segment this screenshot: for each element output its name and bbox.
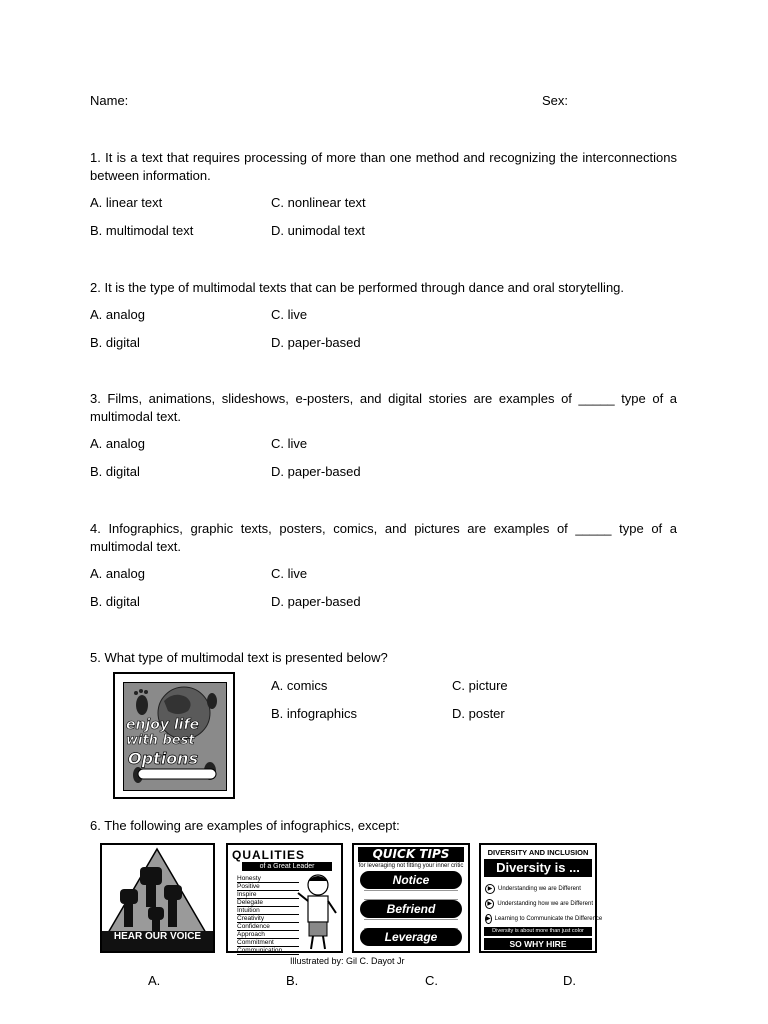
diversity-item: [485, 896, 593, 911]
diversity-item-text: Learning to Communicate the Difference: [494, 915, 603, 922]
illustration-credit: Illustrated by: Gil C. Dayot Jr: [290, 956, 405, 966]
quality-item: Approach: [237, 931, 299, 939]
q3-option-b: B. digital: [90, 464, 140, 479]
tip-befriend: Befriend: [360, 900, 462, 918]
quality-item: Intuition: [237, 907, 299, 915]
poster-line-2: with best: [126, 733, 195, 748]
quality-item: Commitment: [237, 939, 299, 947]
quality-item: Confidence: [237, 923, 299, 931]
q2-option-d: D. paper-based: [271, 335, 361, 350]
infographic-d-footer: SO WHY HIRE DIVERSITY?: [484, 938, 592, 950]
infographic-c-image: [352, 843, 470, 953]
q5-option-d: D. poster: [452, 706, 505, 721]
quality-item: Honesty: [237, 875, 299, 883]
choice-letter-a: A.: [148, 973, 161, 988]
q3-option-d: D. paper-based: [271, 464, 361, 479]
infographic-c-title: QUICK TIPS: [358, 847, 464, 862]
tip-leverage: Leverage: [360, 928, 462, 946]
diversity-item: [485, 881, 593, 896]
question-3-text: 3. Films, animations, slideshows, e-posters, and digital stories are examples of _____ type of a multimodal text.: [90, 391, 677, 424]
infographic-d-title: DIVERSITY AND INCLUSION: [487, 848, 589, 857]
tip-notice-text-lines: [364, 890, 458, 900]
q3-option-a: A. analog: [90, 436, 145, 451]
infographic-b-subtitle: of a Great Leader: [242, 862, 332, 871]
q2-option-c: C. live: [271, 307, 308, 322]
question-1-text: 1. It is a text that requires processing of more than one method and recognizing the interconnections between information.: [90, 150, 677, 183]
arrow-circle-icon: ▶: [485, 899, 494, 909]
q1-option-b: B. multimodal text: [90, 223, 194, 238]
q2-option-a: A. analog: [90, 307, 145, 322]
q5-option-a: A. comics: [271, 678, 328, 693]
q5-option-b: B. infographics: [271, 706, 357, 721]
infographic-b-image: [226, 843, 343, 953]
choice-letter-c: C.: [425, 973, 438, 988]
infographic-d-note: Diversity is about more than just color: [484, 927, 592, 936]
leader-figure-icon: [294, 873, 340, 951]
q3-option-c: C. live: [271, 436, 308, 451]
qualities-list: [237, 875, 299, 955]
q4-option-c: C. live: [271, 566, 308, 581]
question-5-text: 5. What type of multimodal text is presented below?: [90, 650, 388, 665]
q4-option-d: D. paper-based: [271, 594, 361, 609]
choice-letter-d: D.: [563, 973, 576, 988]
quality-item: Delegate: [237, 899, 299, 907]
quality-item: Creativity: [237, 915, 299, 923]
quality-item: Inspire: [237, 891, 299, 899]
sex-label: Sex:: [542, 93, 569, 108]
q4-option-b: B. digital: [90, 594, 140, 609]
infographic-c-subtitle: for leveraging not fitting your inner critic: [358, 863, 464, 869]
poster-line-1: enjoy life: [126, 717, 200, 733]
diversity-list: [485, 881, 603, 926]
question-6-text: 6. The following are examples of infographics, except:: [90, 818, 400, 833]
arrow-circle-icon: ▶: [486, 915, 491, 922]
arrow-circle-icon: ▶: [485, 884, 495, 894]
poster-line-3: Options: [128, 749, 199, 768]
q1-option-c: C. nonlinear text: [271, 195, 366, 210]
q2-option-b: B. digital: [90, 335, 140, 350]
infographic-d-image: [479, 843, 603, 961]
name-label: Name:: [90, 93, 129, 108]
quality-item: Communication: [237, 947, 299, 955]
q4-option-a: A. analog: [90, 566, 145, 581]
infographic-b-title: QUALITIES: [232, 848, 306, 862]
q1-option-d: D. unimodal text: [271, 223, 365, 238]
infographic-a-image: [100, 843, 215, 953]
question-5-poster-image: [113, 672, 235, 799]
poster-background: [123, 682, 227, 791]
infographic-a-caption: HEAR OUR VOICE: [113, 931, 202, 942]
quality-item: Positive: [237, 883, 299, 891]
question-4-text: 4. Infographics, graphic texts, posters, comics, and pictures are examples of _____ type of a multimodal text.: [90, 521, 677, 554]
diversity-item: [485, 911, 603, 926]
q1-option-a: A. linear text: [90, 195, 163, 210]
q5-option-c: C. picture: [452, 678, 508, 693]
diversity-item-text: Understanding we are Different: [498, 885, 581, 892]
diversity-item-text: Understanding how we are Different: [497, 900, 593, 907]
question-2-text: 2. It is the type of multimodal texts that can be performed through dance and oral storytelling.: [90, 280, 625, 295]
tip-notice: Notice: [360, 871, 462, 889]
choice-letter-b: B.: [286, 973, 299, 988]
infographic-d-headline: Diversity is ...: [484, 859, 592, 877]
